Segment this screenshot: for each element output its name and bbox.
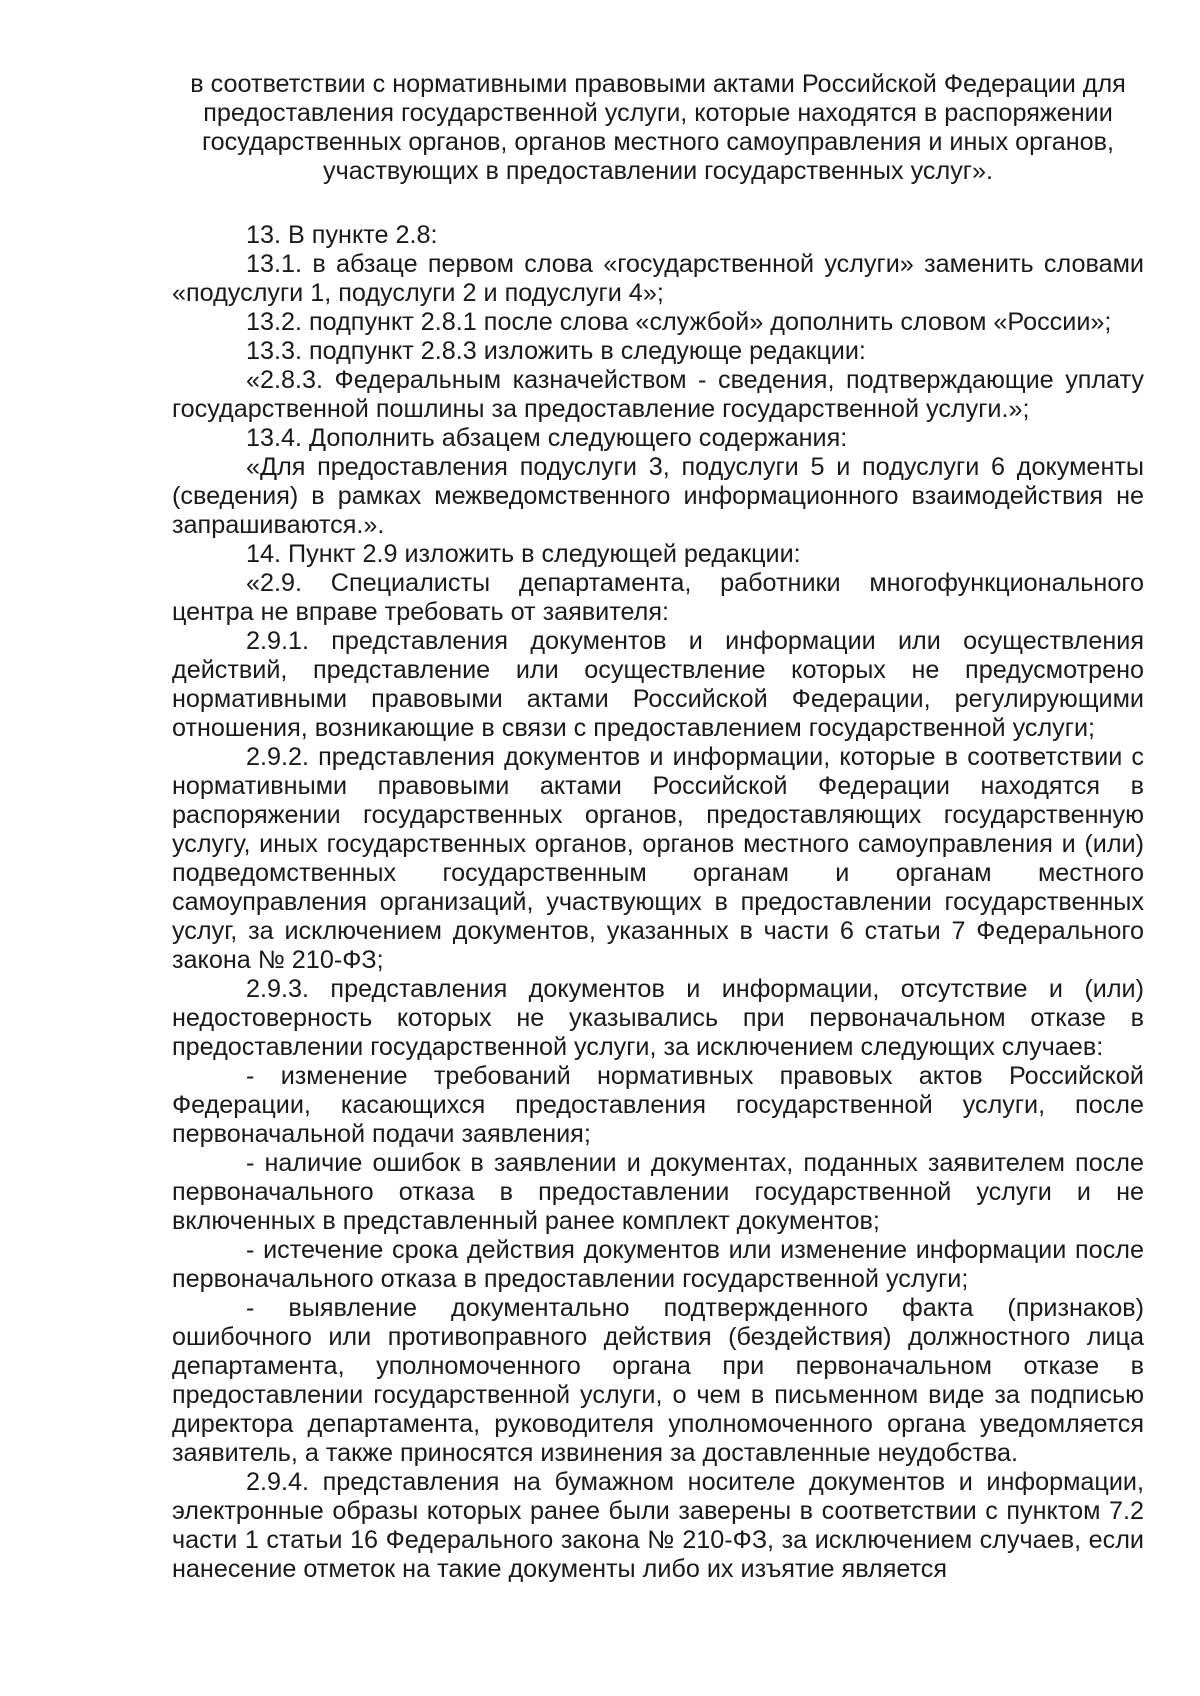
list-item-errors: - наличие ошибок в заявлении и документах, поданных заявителем после первоначального отказа в предоставлении государственной услуги и не включенных в представленный ранее комплект документов;	[172, 1149, 1144, 1235]
paragraph-2-8-3-text: «2.8.3. Федеральным казначейством - сведения, подтверждающие уплату государственной пошлины за предоставление государственной услуги.»;	[172, 366, 1144, 423]
header-paragraph: в соответствии с нормативными правовыми актами Российской Федерации для предоставления государственной услуги, которые находятся в распоряжении государственных органов, органов местного самоуправления и иных органов, участвующих в предоставлении государственных услуг».	[190, 70, 1126, 185]
paragraph-13: 13. В пункте 2.8:	[246, 221, 438, 249]
paragraph-2-9: «2.9. Специалисты департамента, работники многофункционального центра не вправе требовать от заявителя:	[172, 569, 1144, 626]
paragraph-2-9-1: 2.9.1. представления документов и информации или осуществления действий, представление или осуществление которых не предусмотрено нормативными правовыми актами Российской Федерации, регулирующими отношения, возникающие в связи с предоставлением государственной услуги;	[172, 627, 1144, 742]
paragraph-13-2: 13.2. подпункт 2.8.1 после слова «службой» дополнить словом «России»;	[246, 308, 1112, 336]
list-item-expiry: - истечение срока действия документов или изменение информации после первоначального отказа в предоставлении государственной услуги;	[172, 1236, 1144, 1293]
paragraph-2-9-2: 2.9.2. представления документов и информации, которые в соответствии с нормативными правовыми актами Российской Федерации находятся в распоряжении государственных органов, предоставляющих государственную услугу, иных государственных органов, органов местного самоуправления и (или) подведомственных государственным органам и органам местного самоуправления организаций, участвующих в предоставлении государственных услуг, за исключением документов, указанных в части 6 статьи 7 Федерального закона № 210-ФЗ;	[172, 743, 1144, 974]
document-page	[172, 70, 1144, 1584]
list-item-requirements-change: - изменение требований нормативных правовых актов Российской Федерации, касающихся предоставления государственной услуги, после первоначальной подачи заявления;	[172, 1062, 1144, 1148]
paragraph-13-1: 13.1. в абзаце первом слова «государственной услуги» заменить словами «подуслуги 1, подуслуги 2 и подуслуги 4»;	[172, 250, 1144, 307]
paragraph-13-4-text: «Для предоставления подуслуги 3, подуслуги 5 и подуслуги 6 документы (сведения) в рамках межведомственного информационного взаимодействия не запрашиваются.».	[172, 453, 1144, 539]
paragraph-13-3: 13.3. подпункт 2.8.3 изложить в следующе редакции:	[246, 337, 866, 365]
paragraph-2-9-3: 2.9.3. представления документов и информации, отсутствие и (или) недостоверность которых не указывались при первоначальном отказе в предоставлении государственной услуги, за исключением следующих случаев:	[172, 975, 1144, 1061]
paragraph-2-9-4: 2.9.4. представления на бумажном носителе документов и информации, электронные образы которых ранее были заверены в соответствии с пунктом 7.2 части 1 статьи 16 Федерального закона № 210-ФЗ, за исключением случаев, если нанесение отметок на такие документы либо их изъятие является	[172, 1468, 1144, 1583]
list-item-unlawful-action: - выявление документально подтвержденного факта (признаков) ошибочного или противоправного действия (бездействия) должностного лица департамента, уполномоченного органа при первоначальном отказе в предоставлении государственной услуги, о чем в письменном виде за подписью директора департамента, руководителя уполномоченного органа уведомляется заявитель, а также приносятся извинения за доставленные неудобства.	[172, 1294, 1144, 1467]
paragraph-14: 14. Пункт 2.9 изложить в следующей редакции:	[246, 540, 801, 568]
paragraph-13-4: 13.4. Дополнить абзацем следующего содержания:	[246, 424, 848, 452]
